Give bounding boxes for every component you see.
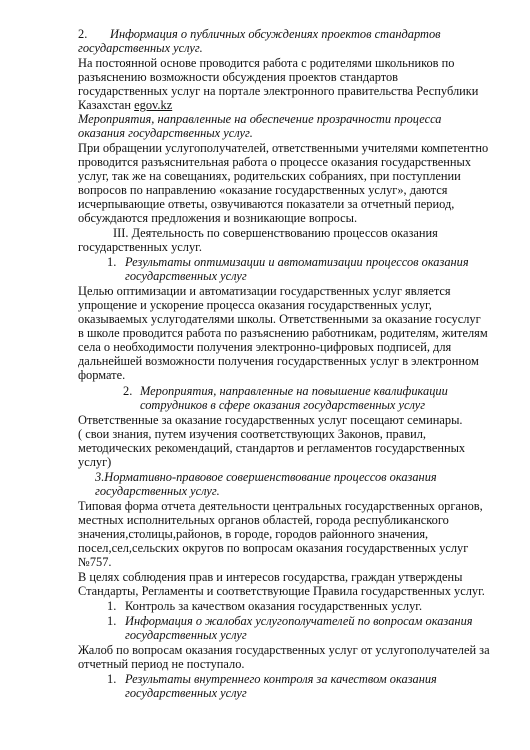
legal-heading-cont: государственных услуг. (95, 484, 220, 498)
optimization-heading-cont: государственных услуг (125, 269, 247, 283)
internal-control-heading: Результаты внутреннего контроля за качеством оказания (125, 672, 437, 686)
paragraph-line: №757. (78, 555, 112, 569)
paragraph-line: упрощение и ускорение процесса оказания государственных услуг, (78, 298, 432, 312)
paragraph-line: отчетный период не поступало. (78, 657, 245, 671)
paragraph-line: вопросов по направлению «оказание государственных услуг», даются (78, 183, 448, 197)
paragraph-line: оказываемых услугодателями школы. Ответственными за оказание госуслуг (78, 312, 481, 326)
paragraph-line: исчерпывающие ответы, озвучиваются показатели за отчетный период, (78, 197, 455, 211)
qualification-heading: Мероприятия, направленные на повышение квалификации (140, 384, 448, 398)
qualification-heading-cont: сотрудников в сфере оказания государственных услуг (140, 398, 426, 412)
egov-link[interactable]: egov.kz (134, 98, 173, 112)
paragraph-line (78, 98, 172, 112)
paragraph-line: разъяснению возможности обсуждения проектов стандартов (78, 70, 399, 84)
section-2-heading: Информация о публичных обсуждениях проектов стандартов (110, 27, 441, 41)
optimization-heading: Результаты оптимизации и автоматизации процессов оказания (125, 255, 469, 269)
paragraph-line: местных исполнительных органов областей, города республиканского (78, 513, 449, 527)
paragraph-line: посел,сел,сельских округов по вопросам оказания государственных услуг (78, 541, 469, 555)
paragraph-line: услуг) (78, 455, 112, 469)
paragraph-line: проводится разъяснительная работа о процессе оказания государственных (78, 155, 472, 169)
item-number: 1. (107, 672, 117, 686)
transparency-heading: Мероприятия, направленные на обеспечение прозрачности процесса (78, 112, 442, 126)
paragraph-line: в школе проводится работа по разъяснению работникам, родителям, жителям (78, 326, 488, 340)
paragraph-text: Казахстан (78, 98, 135, 112)
section-2-number: 2. (78, 27, 88, 41)
paragraph-line: услуг, так же на совещаниях, родительских собраниях, при поступлении (78, 169, 461, 183)
paragraph-line: На постоянной основе проводится работа с родителями школьников по (78, 56, 455, 70)
item-number: 1. (107, 599, 117, 613)
item-number: 2. (123, 384, 133, 398)
paragraph-line: села о необходимости получения электронно-цифровых подписей, для (78, 340, 452, 354)
paragraph-line: Типовая форма отчета деятельности центральных государственных органов, (78, 499, 483, 513)
section-3-heading: III. Деятельность по совершенствованию процессов оказания (113, 226, 438, 240)
paragraph-line: Стандарты, Регламенты и соответствующие Правила государственных услуг. (78, 584, 485, 598)
paragraph-line: дальнейшей возможности получения государственных услуг в электронном (78, 354, 479, 368)
legal-heading: 3.Нормативно-правовое совершенствование процессов оказания (95, 470, 437, 484)
paragraph-line: значения,столицы,районов, в городе, городов районного значения, (78, 527, 429, 541)
paragraph-line: обсуждаются предложения и возникающие вопросы. (78, 211, 358, 225)
paragraph-line: Жалоб по вопросам оказания государственных услуг от услугополучателей за (78, 643, 490, 657)
quality-control-heading: Контроль за качеством оказания государственных услуг. (125, 599, 423, 613)
paragraph-line: Ответственные за оказание государственных услуг посещают семинары. (78, 413, 463, 427)
paragraph-line: Целью оптимизации и автоматизации государственных услуг является (78, 284, 451, 298)
paragraph-line: государственных услуг на портале электронного правительства Республики (78, 84, 479, 98)
paragraph-line: методических рекомендаций, стандартов и регламентов государственных (78, 441, 466, 455)
complaints-heading-cont: государственных услуг (125, 628, 247, 642)
item-number: 1. (107, 614, 117, 628)
paragraph-line: При обращении услугополучателей, ответственными учителями компетентно (78, 141, 489, 155)
transparency-heading-cont: оказания государственных услуг. (78, 126, 253, 140)
paragraph-line: формате. (78, 368, 126, 382)
paragraph-line: ( свои знания, путем изучения соответствующих Законов, правил, (78, 427, 427, 441)
paragraph-line: В целях соблюдения прав и интересов государства, граждан утверждены (78, 570, 463, 584)
internal-control-heading-cont: государственных услуг (125, 686, 247, 700)
complaints-heading: Информация о жалобах услугополучателей по вопросам оказания (125, 614, 473, 628)
item-number: 1. (107, 255, 117, 269)
section-2-heading-cont: государственных услуг. (78, 41, 203, 55)
section-3-heading-cont: государственных услуг. (78, 240, 202, 254)
